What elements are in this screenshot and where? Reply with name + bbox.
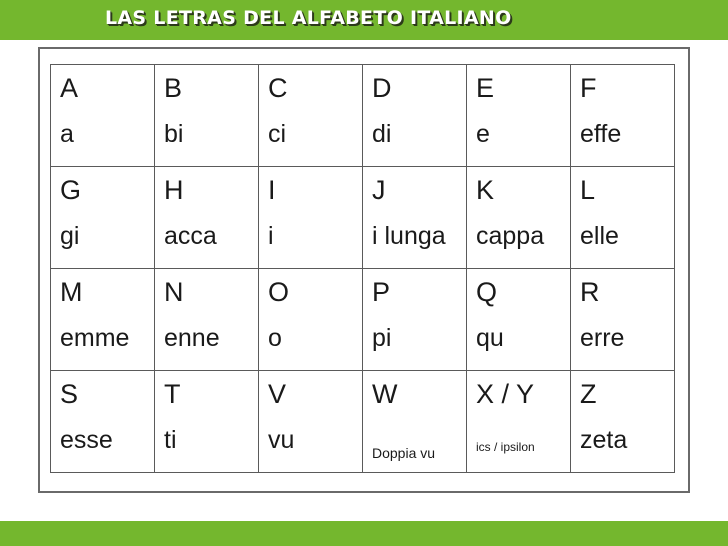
letter-name: ci — [268, 120, 287, 148]
letter: H — [164, 175, 184, 205]
letter: X / Y — [476, 379, 535, 409]
letter-cell-n — [155, 269, 259, 371]
letter: D — [372, 73, 392, 103]
letter-cell-q — [467, 269, 571, 371]
letter-name: Doppia vu — [372, 445, 436, 461]
letter: P — [372, 277, 391, 307]
letter: W — [372, 379, 398, 409]
footer-bar — [0, 521, 728, 546]
letter: R — [580, 277, 600, 307]
letter-name: enne — [164, 324, 220, 352]
table-row — [51, 65, 675, 167]
letter-name: cappa — [476, 222, 545, 250]
letter: L — [580, 175, 596, 205]
letter-name: effe — [580, 120, 622, 148]
letter-cell-p — [363, 269, 467, 371]
letter-cell-s — [51, 371, 155, 473]
letter: I — [268, 175, 276, 205]
letter-cell-xy — [467, 371, 571, 473]
letter: J — [372, 175, 386, 205]
letter-cell-h — [155, 167, 259, 269]
table-row — [51, 167, 675, 269]
letter: E — [476, 73, 495, 103]
letter-name: zeta — [580, 426, 628, 454]
letter-name: pi — [372, 324, 392, 352]
letter-cell-d — [363, 65, 467, 167]
letter: S — [60, 379, 79, 409]
letter: Z — [580, 379, 597, 409]
letter-cell-j — [363, 167, 467, 269]
letter-cell-b — [155, 65, 259, 167]
letter-name: i — [268, 222, 274, 250]
letter-name: o — [268, 324, 282, 352]
letter: B — [164, 73, 183, 103]
letter-name: ti — [164, 426, 177, 454]
letter-cell-o — [259, 269, 363, 371]
letter: G — [60, 175, 82, 205]
letter-cell-w — [363, 371, 467, 473]
table-row — [51, 269, 675, 371]
letter-name: erre — [580, 324, 625, 352]
letter: A — [60, 73, 79, 103]
letter-cell-f — [571, 65, 675, 167]
letter-name: qu — [476, 324, 504, 352]
letter-name: i lunga — [372, 222, 446, 250]
letter-cell-l — [571, 167, 675, 269]
letter-cell-a — [51, 65, 155, 167]
letter-name: di — [372, 120, 392, 148]
letter-name: emme — [60, 324, 130, 352]
letter-name: e — [476, 120, 490, 148]
letter-cell-z — [571, 371, 675, 473]
letter-cell-k — [467, 167, 571, 269]
page-title: LAS LETRAS DEL ALFABETO ITALIANO — [105, 7, 512, 29]
letter-cell-c — [259, 65, 363, 167]
letter-cell-t — [155, 371, 259, 473]
letter: F — [580, 73, 597, 103]
letter: N — [164, 277, 184, 307]
letter-name: vu — [268, 426, 295, 454]
letter: M — [60, 277, 83, 307]
letter-cell-m — [51, 269, 155, 371]
letter-name: acca — [164, 222, 217, 250]
letter-name: gi — [60, 222, 80, 250]
letter-name: elle — [580, 222, 619, 250]
letter-cell-v — [259, 371, 363, 473]
letter-name: ics / ipsilon — [476, 440, 535, 454]
letter-cell-e — [467, 65, 571, 167]
letter-cell-g — [51, 167, 155, 269]
letter: K — [476, 175, 495, 205]
letter: C — [268, 73, 288, 103]
letter-cell-i — [259, 167, 363, 269]
letter: Q — [476, 277, 498, 307]
letter: V — [268, 379, 287, 409]
letter-name: bi — [164, 120, 184, 148]
letter-cell-r — [571, 269, 675, 371]
table-row — [51, 371, 675, 473]
letter: T — [164, 379, 181, 409]
letter: O — [268, 277, 290, 307]
letter-name: esse — [60, 426, 113, 454]
letter-name: a — [60, 120, 74, 148]
alphabet-table — [50, 64, 675, 473]
alphabet-frame — [38, 47, 690, 493]
